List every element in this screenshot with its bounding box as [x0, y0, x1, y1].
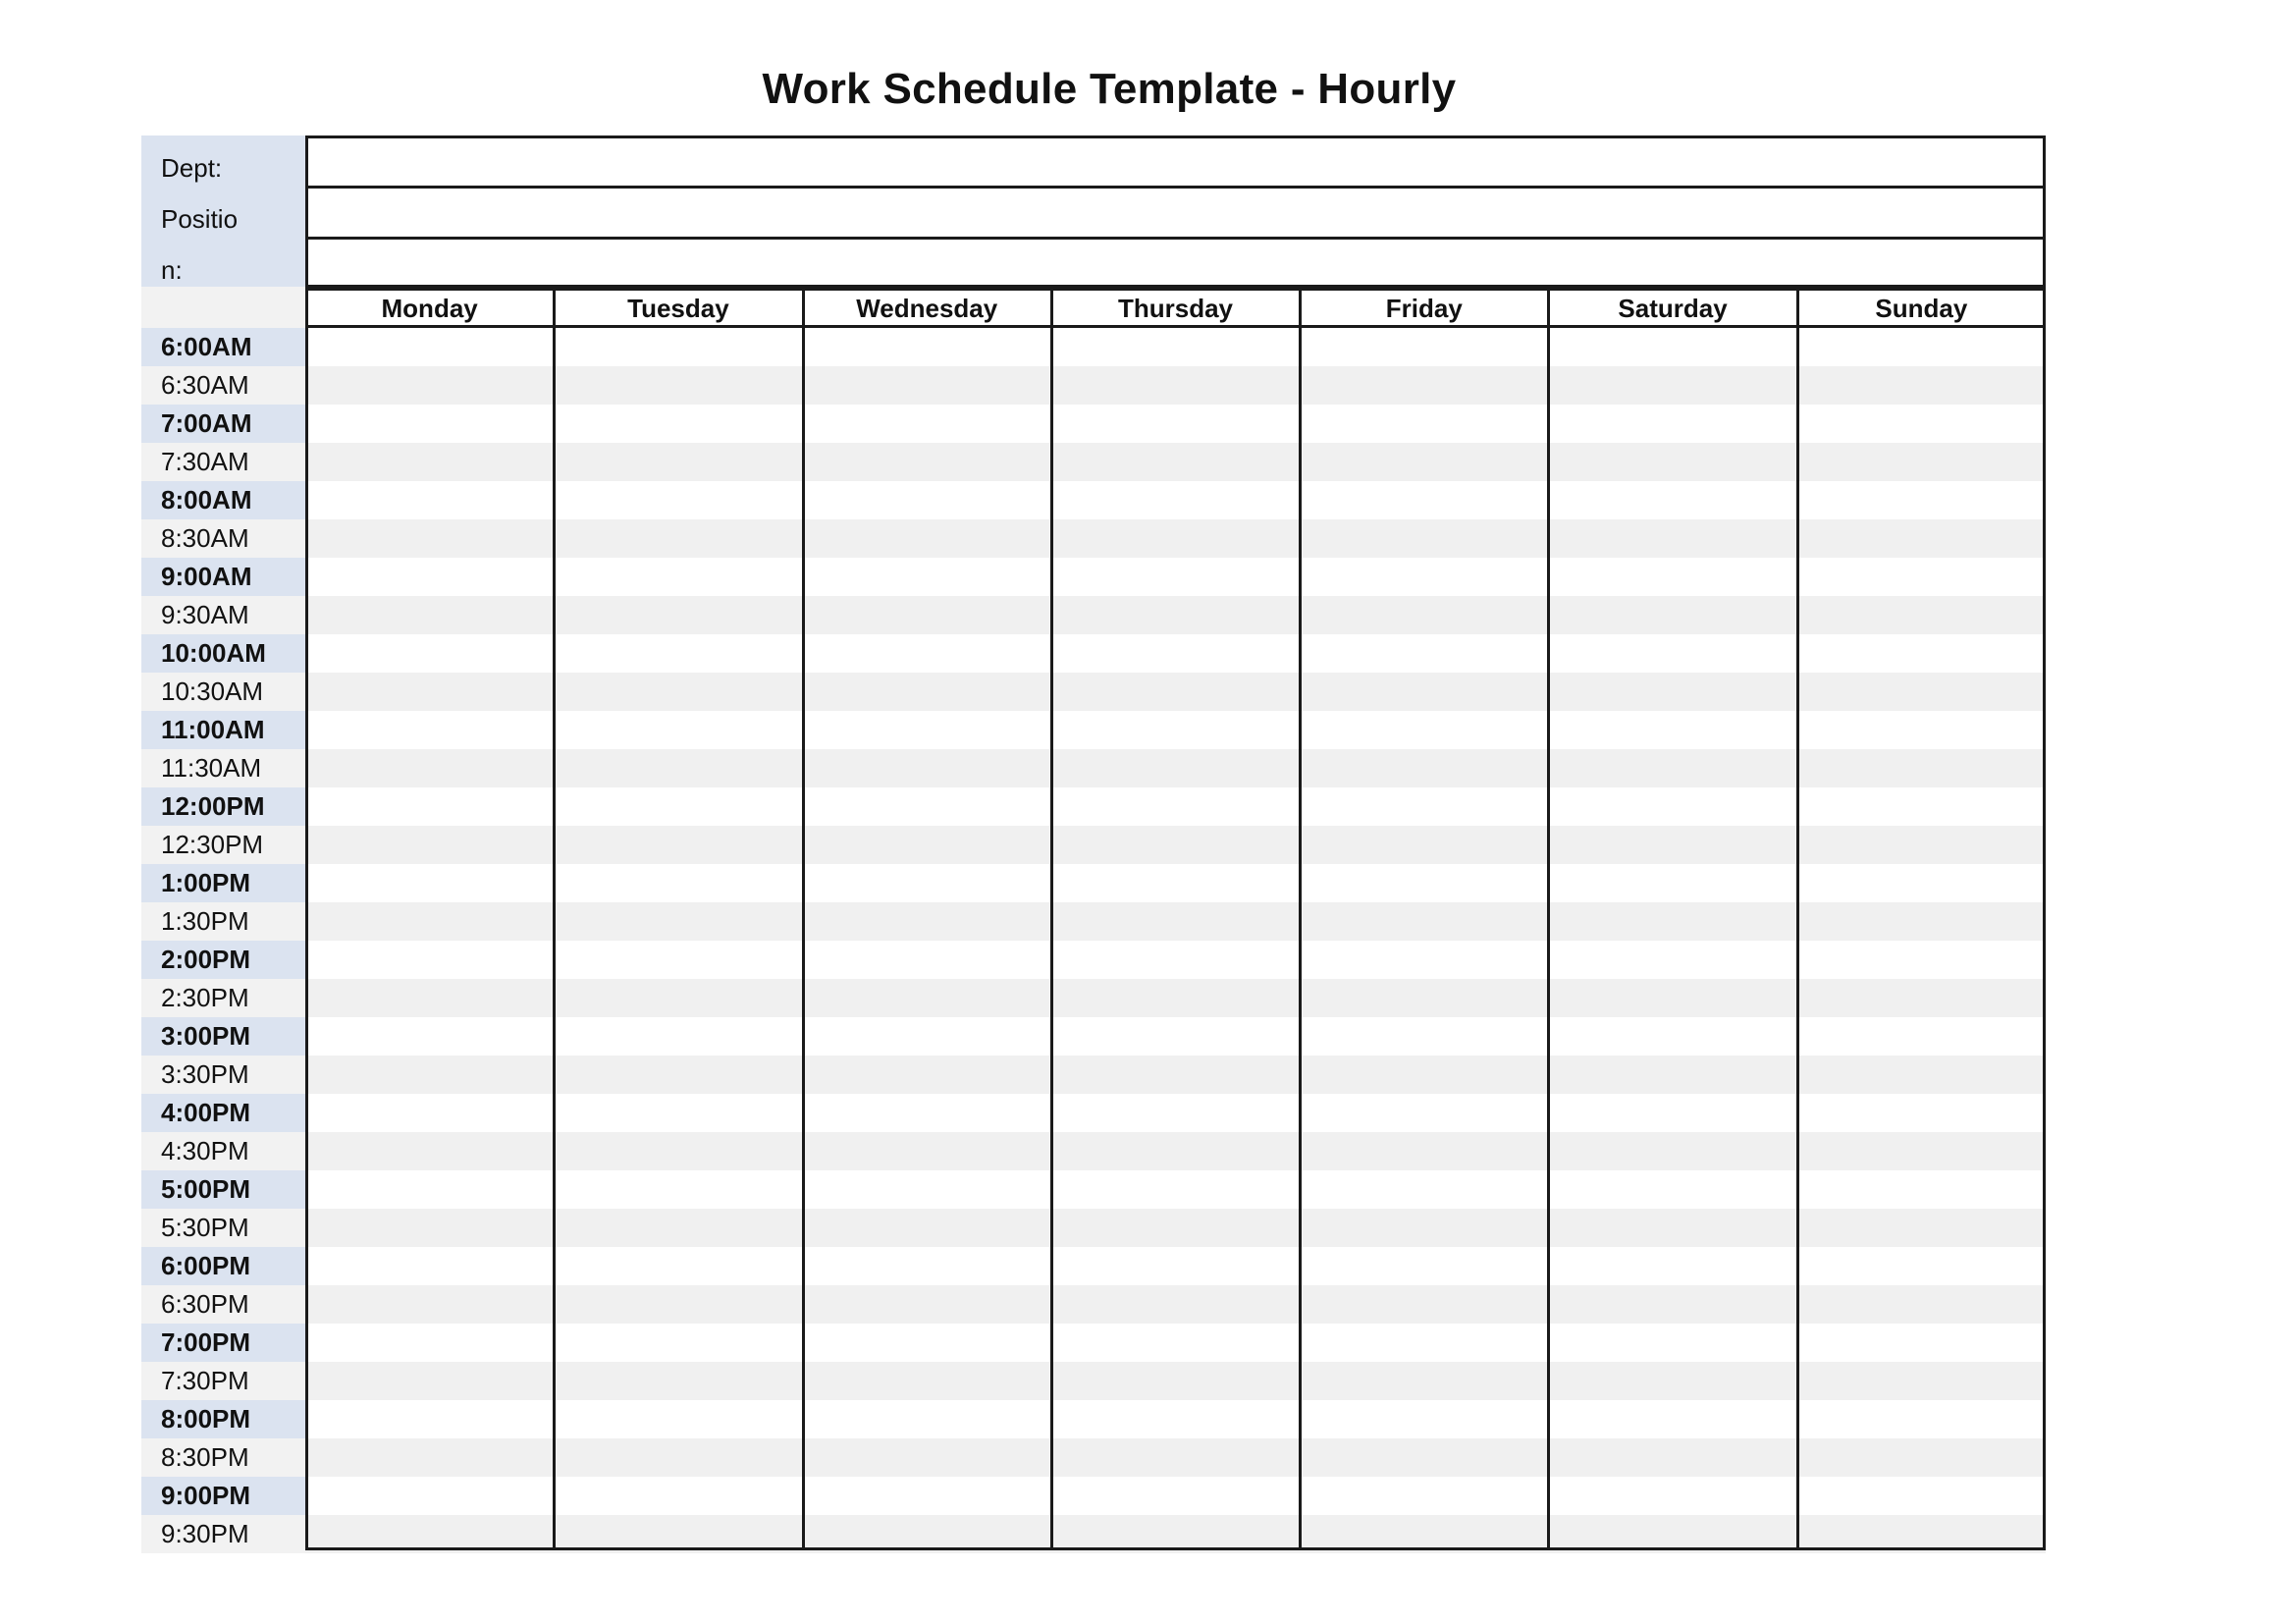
page-title: Work Schedule Template - Hourly — [762, 65, 1457, 113]
time-label: 5:00PM — [161, 1174, 251, 1204]
column-divider — [553, 288, 556, 1550]
time-label: 4:30PM — [161, 1136, 249, 1165]
day-header-tuesday: Tuesday — [627, 294, 729, 323]
time-label: 1:00PM — [161, 868, 251, 897]
position-label-line2: n: — [161, 255, 183, 285]
time-label: 7:00AM — [161, 408, 252, 438]
time-label: 7:30PM — [161, 1366, 249, 1395]
time-label: 3:30PM — [161, 1059, 249, 1089]
info-divider — [305, 186, 2046, 189]
column-divider — [802, 288, 805, 1550]
time-label: 8:00AM — [161, 485, 252, 514]
info-divider — [305, 237, 2046, 240]
time-label: 2:30PM — [161, 983, 249, 1012]
dept-label: Dept: — [161, 153, 223, 183]
position-label-line1: Positio — [161, 204, 239, 234]
time-label: 2:00PM — [161, 945, 251, 974]
day-header-saturday: Saturday — [1618, 294, 1728, 323]
time-label: 7:00PM — [161, 1327, 251, 1357]
day-header-friday: Friday — [1385, 294, 1463, 323]
day-header-thursday: Thursday — [1117, 294, 1233, 323]
time-label: 10:00AM — [161, 638, 266, 668]
column-divider — [1050, 288, 1053, 1550]
time-label: 6:00AM — [161, 332, 252, 361]
time-label: 12:00PM — [161, 791, 265, 821]
time-label: 6:30AM — [161, 370, 249, 400]
day-header-wednesday: Wednesday — [856, 294, 998, 323]
time-label: 9:00AM — [161, 562, 252, 591]
time-label: 5:30PM — [161, 1213, 249, 1242]
schedule-grid — [305, 288, 2046, 1550]
time-label: 7:30AM — [161, 447, 249, 476]
column-divider — [1547, 288, 1550, 1550]
time-label: 6:30PM — [161, 1289, 249, 1319]
time-label: 3:00PM — [161, 1021, 251, 1051]
time-label: 9:30AM — [161, 600, 249, 629]
time-label: 8:30AM — [161, 523, 249, 553]
time-label: 6:00PM — [161, 1251, 251, 1280]
column-divider — [1299, 288, 1302, 1550]
time-label: 11:00AM — [161, 715, 265, 744]
time-label: 8:00PM — [161, 1404, 251, 1434]
time-label: 1:30PM — [161, 906, 249, 936]
column-divider — [1796, 288, 1799, 1550]
time-label: 8:30PM — [161, 1442, 249, 1472]
day-header-sunday: Sunday — [1875, 294, 1968, 323]
time-label: 12:30PM — [161, 830, 264, 859]
time-label: 10:30AM — [161, 677, 264, 706]
time-label: 9:30PM — [161, 1519, 249, 1548]
time-label: 9:00PM — [161, 1481, 251, 1510]
info-input-area — [305, 135, 2046, 288]
day-header-monday: Monday — [381, 294, 478, 323]
time-label: 4:00PM — [161, 1098, 251, 1127]
time-label: 11:30AM — [161, 753, 262, 783]
